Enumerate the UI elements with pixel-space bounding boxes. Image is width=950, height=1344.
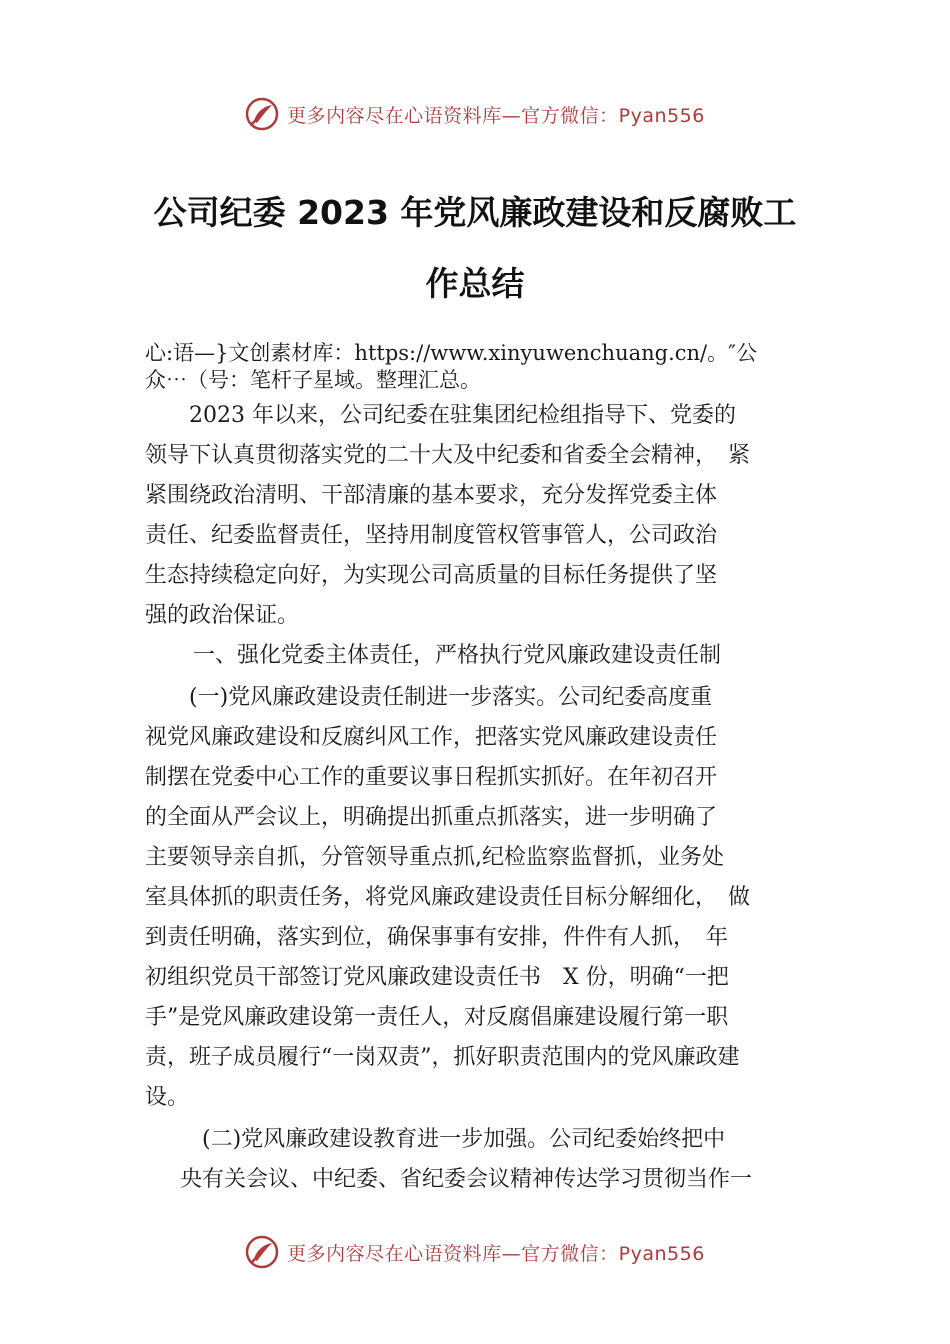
banner-text: 更多内容尽在心语资料库—官方微信：Pyan556 [287,1242,705,1265]
paragraph-line: 领导下认真贯彻落实党的二十大及中纪委和省委全会精神， 紧 [145,443,751,468]
paragraph-line: 生态持续稳定向好，为实现公司高质量的目标任务提供了坚 [145,563,718,588]
paragraph-education [180,1120,860,1200]
section-heading-1: 一、强化党委主体责任，严格执行党风廉政建设责任制 [193,643,722,668]
paragraph-line: 制摆在党委中心工作的重要议事日程抓实抓好。在年初召开 [145,765,718,790]
banner-text: 更多内容尽在心语资料库—官方微信：Pyan556 [287,104,705,127]
paragraph-line: 2023 年以来，公司纪委在驻集团纪检组指导下、党委的 [145,403,736,428]
source-note-line: 众⋯（号：笔杆子星域。整理汇总。 [145,368,481,392]
footer-banner [0,1232,950,1272]
paragraph-line: 紧围绕政治清明、干部清廉的基本要求，充分发挥党委主体 [145,483,718,508]
paragraph-line: 设。 [145,1085,190,1110]
paragraph-line: (一)党风廉政建设责任制进一步落实。公司纪委高度重 [145,685,713,710]
paragraph-line: 手”是党风廉政建设第一责任人，对反腐倡廉建设履行第一职 [145,1005,729,1030]
source-note [145,340,825,394]
paragraph-line: 初组织党员干部签订党风廉政建设责任书 X 份，明确“一把 [145,965,729,990]
brush-logo-icon [245,1235,279,1269]
paragraph-line: (二)党风廉政建设教育进一步加强。公司纪委始终把中 [180,1127,726,1152]
paragraph-line: 到责任明确，落实到位，确保事事有安排，件件有人抓， 年 [145,925,729,950]
paragraph-line: 强的政治保证。 [145,603,300,628]
paragraph-line: 责，班子成员履行“一岗双责”，抓好职责范围内的党风廉政建 [145,1045,740,1070]
document-title-line-1: 公司纪委 2023 年党风廉政建设和反腐败工 [153,193,797,232]
brush-logo-icon [245,97,279,131]
source-note-line: 心:语—}文创素材库：https://www.xinyuwenchuang.cn/。″公 [145,341,757,365]
paragraph-line: 视党风廉政建设和反腐纠风工作，把落实党风廉政建设责任 [145,725,718,750]
paragraph-line: 的全面从严会议上，明确提出抓重点抓落实，进一步明确了 [145,805,718,830]
paragraph-line: 室具体抓的职责任务，将党风廉政建设责任目标分解细化， 做 [145,885,751,910]
paragraph-line: 责任、纪委监督责任，坚持用制度管权管事管人，公司政治 [145,523,718,548]
paragraph-responsibility [145,678,825,1118]
paragraph-line: 央有关会议、中纪委、省纪委会议精神传达学习贯彻当作一 [180,1167,753,1192]
header-banner [0,94,950,134]
document-title-line-2: 作总结 [425,264,525,303]
paragraph-intro [145,396,825,636]
paragraph-line: 主要领导亲自抓，分管领导重点抓,纪检监察监督抓，业务处 [145,845,724,870]
